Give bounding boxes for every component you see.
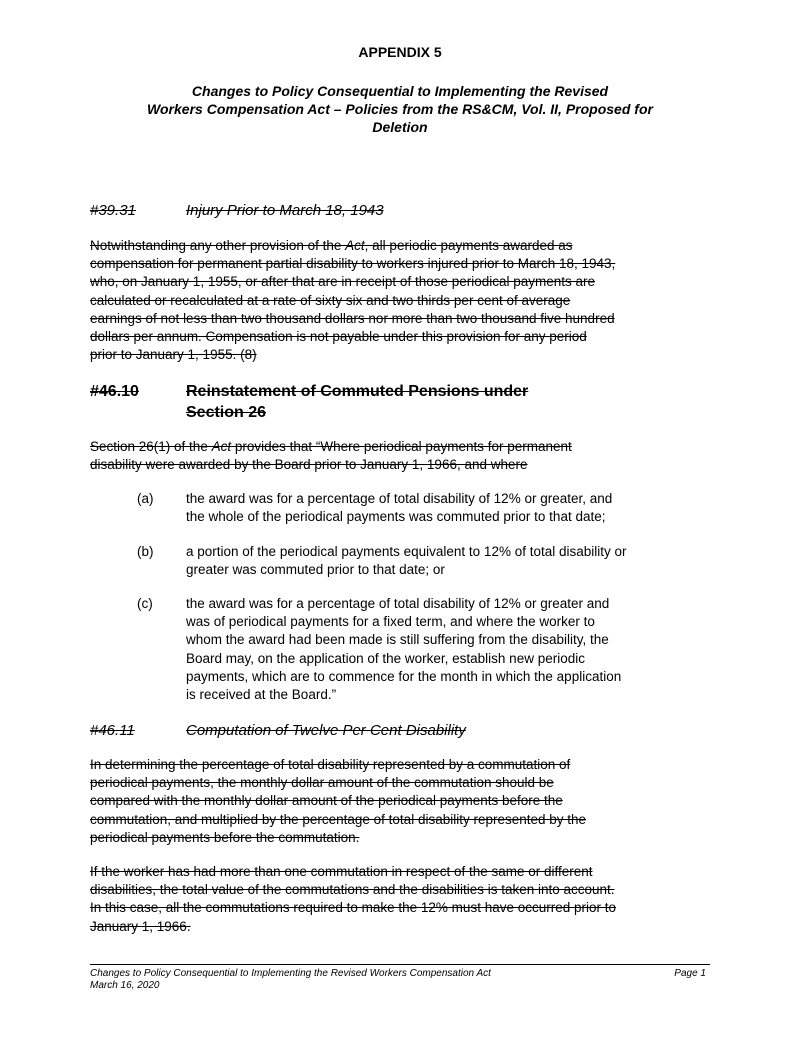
item-text bbox=[186, 595, 726, 704]
item-line: Board may, on the application of the worker, establish new periodic bbox=[186, 650, 585, 666]
item-line: was of periodical payments for a fixed term, and where the worker to bbox=[186, 614, 595, 630]
footer-title: Changes to Policy Consequential to Implementing the Revised Workers Compensation Act bbox=[90, 968, 491, 979]
item-line: greater was commuted prior to that date; or bbox=[186, 562, 445, 578]
paragraph-line: In determining the percentage of total disability represented by a commutation of bbox=[90, 757, 571, 772]
section-title: Injury Prior to March 18, 1943 bbox=[186, 202, 384, 219]
paragraph-line: In this case, all the commutations required to make the 12% must have occurred prior to bbox=[90, 900, 617, 916]
paragraph-line: prior to January 1, 1955. (8) bbox=[90, 347, 257, 363]
item-line: a portion of the periodical payments equivalent to 12% of total disability or bbox=[186, 544, 627, 559]
paragraph-line: disability were awarded by the Board prior to January 1, 1966, and where bbox=[90, 457, 528, 473]
paragraph-line: periodical payments, the monthly dollar amount of the commutation should be bbox=[90, 775, 554, 791]
paragraph-line: If the worker has had more than one commutation in respect of the same or different bbox=[90, 864, 593, 879]
paragraph-line: disabilities, the total value of the commutations and the disabilities is taken into account. bbox=[90, 882, 615, 898]
item-line: whom the award had been made is still suffering from the disability, the bbox=[186, 632, 609, 648]
section-number: #46.10 bbox=[90, 383, 139, 400]
item-label: (c) bbox=[137, 596, 153, 611]
paragraph-line: periodical payments before the commutation. bbox=[90, 829, 360, 845]
section-number: #46.11 bbox=[90, 722, 135, 739]
item-text bbox=[186, 543, 726, 579]
item-text bbox=[186, 490, 726, 526]
page-footer bbox=[90, 968, 710, 992]
item-line: the whole of the periodical payments was commuted prior to that date; bbox=[186, 509, 606, 525]
section-title: Reinstatement of Commuted Pensions under bbox=[186, 383, 529, 400]
subtitle-line: Changes to Policy Consequential to Implementing the Revised bbox=[191, 83, 609, 99]
paragraph-line: earnings of not less than two thousand dollars nor more than two thousand five hundred bbox=[90, 310, 615, 326]
item-label: (a) bbox=[137, 491, 154, 506]
item-line: payments, which are to commence for the month in which the application bbox=[186, 668, 622, 684]
paragraph-line: compensation for permanent partial disability to workers injured prior to March 18, 1943, bbox=[90, 256, 616, 272]
section-title: Computation of Twelve Per Cent Disability bbox=[186, 722, 466, 739]
page-number: Page 1 bbox=[674, 968, 706, 979]
section-4611-paragraph-2 bbox=[90, 863, 720, 936]
text-run: Section 26(1) of the bbox=[90, 439, 212, 454]
paragraph-line: commutation, and multiplied by the percentage of total disability represented by the bbox=[90, 811, 587, 827]
section-4610-intro bbox=[90, 438, 720, 474]
footer-divider bbox=[90, 964, 710, 965]
paragraph-line bbox=[90, 438, 720, 456]
subtitle-line: Workers Compensation Act – Policies from the RS&CM, Vol. II, Proposed for bbox=[147, 101, 653, 117]
text-run: provides that “Where periodical payments for permanent bbox=[231, 439, 572, 454]
section-3931-paragraph bbox=[90, 237, 720, 364]
item-line: the award was for a percentage of total disability of 12% or greater and bbox=[186, 596, 610, 611]
act-reference: Act bbox=[345, 238, 365, 253]
text-run: Notwithstanding any other provision of the bbox=[90, 238, 346, 253]
section-number: #39.31 bbox=[90, 202, 136, 219]
paragraph-line: who, on January 1, 1955, or after that are in receipt of those periodical payments are bbox=[90, 274, 596, 290]
paragraph-line: compared with the monthly dollar amount of the periodical payments before the bbox=[90, 793, 563, 809]
footer-date: March 16, 2020 bbox=[90, 980, 160, 991]
appendix-title: APPENDIX 5 bbox=[358, 44, 442, 60]
subtitle-line: Deletion bbox=[372, 119, 428, 135]
paragraph-line: calculated or recalculated at a rate of sixty six and two thirds per cent of average bbox=[90, 292, 571, 308]
section-title: Section 26 bbox=[186, 404, 267, 421]
item-label: (b) bbox=[137, 544, 154, 559]
item-line: is received at the Board.” bbox=[186, 687, 337, 703]
paragraph-line: January 1, 1966. bbox=[90, 918, 191, 934]
section-4611-paragraph-1 bbox=[90, 756, 720, 847]
paragraph-line: dollars per annum. Compensation is not payable under this provision for any period bbox=[90, 329, 587, 345]
item-line: the award was for a percentage of total disability of 12% or greater, and bbox=[186, 491, 613, 506]
paragraph-line bbox=[90, 237, 720, 255]
act-reference: Act bbox=[211, 439, 232, 454]
document-subtitle bbox=[90, 82, 710, 136]
text-run: , all periodic payments awarded as bbox=[364, 238, 573, 253]
